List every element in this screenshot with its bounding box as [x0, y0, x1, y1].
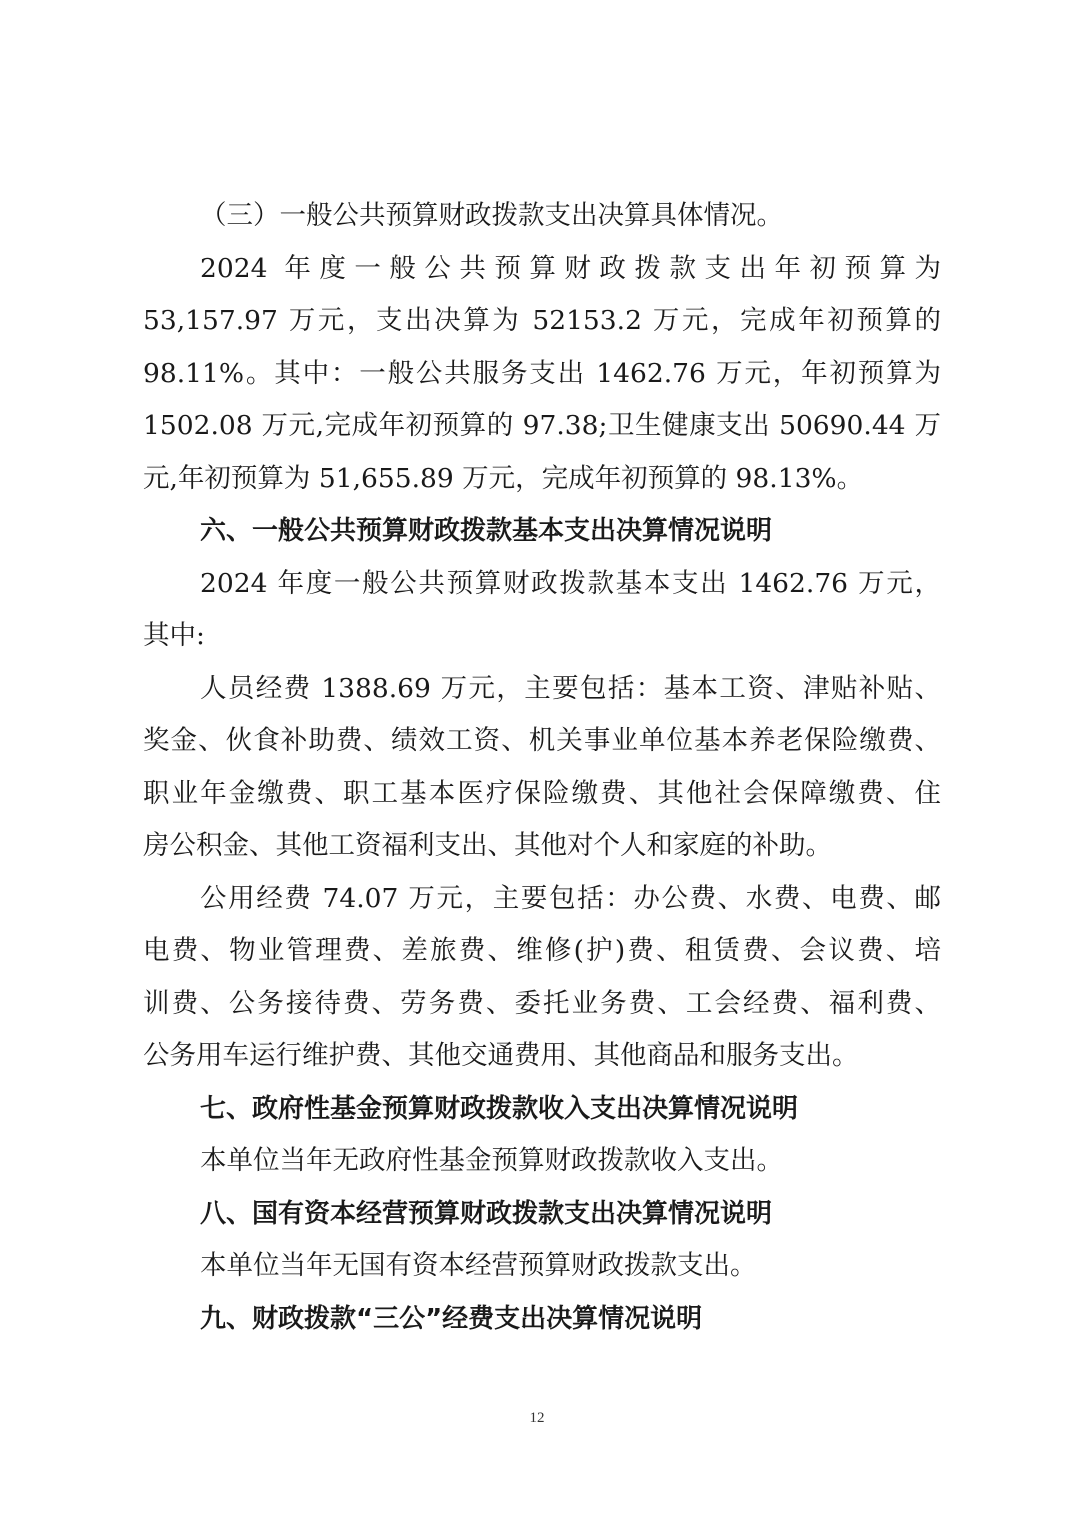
section-heading-9: 九、财政拨款“三公”经费支出决算情况说明 — [200, 1303, 703, 1334]
paragraph-line: 奖金、伙食补助费、绩效工资、机关事业单位基本养老保险缴费、 — [143, 725, 941, 756]
section-heading-8: 八、国有资本经营预算财政拨款支出决算情况说明 — [200, 1198, 773, 1229]
paragraph-line: 职业年金缴费、职工基本医疗保险缴费、其他社会保障缴费、住 — [143, 777, 941, 809]
paragraph-line: 1502.08 万元,完成年初预算的 97.38;卫生健康支出 50690.44 万 — [143, 410, 941, 441]
paragraph-line: 98.11%。其中：一般公共服务支出 1462.76 万元，年初预算为 — [143, 357, 941, 389]
paragraph-line: 2024 年度一般公共预算财政拨款基本支出 1462.76 万元， — [200, 567, 941, 599]
page-number: 12 — [529, 1410, 545, 1426]
paragraph-line: 训费、公务接待费、劳务费、委托业务费、工会经费、福利费、 — [143, 987, 941, 1019]
subsection-heading: （三）一般公共预算财政拨款支出决算具体情况。 — [200, 200, 783, 231]
paragraph-line: 53,157.97 万元，支出决算为 52153.2 万元，完成年初预算的 — [143, 305, 941, 336]
paragraph-line: 公务用车运行维护费、其他交通费用、其他商品和服务支出。 — [143, 1040, 859, 1071]
paragraph-line: 公用经费 74.07 万元，主要包括：办公费、水费、电费、邮 — [200, 882, 941, 914]
document-body — [143, 190, 941, 1345]
section-heading-7: 七、政府性基金预算财政拨款收入支出决算情况说明 — [200, 1093, 799, 1124]
paragraph-line: 其中: — [143, 620, 205, 651]
section-heading-6: 六、一般公共预算财政拨款基本支出决算情况说明 — [200, 516, 773, 546]
paragraph-line: 人员经费 1388.69 万元，主要包括：基本工资、津贴补贴、 — [200, 672, 941, 704]
paragraph-line: 本单位当年无政府性基金预算财政拨款收入支出。 — [200, 1145, 783, 1176]
paragraph-line: 2024 年度一般公共预算财政拨款支出年初预算为 — [200, 252, 941, 284]
paragraph-line: 电费、物业管理费、差旅费、维修(护)费、租赁费、会议费、培 — [143, 935, 941, 966]
paragraph-line: 本单位当年无国有资本经营预算财政拨款支出。 — [200, 1250, 757, 1281]
paragraph-line: 元,年初预算为 51,655.89 万元，完成年初预算的 98.13%。 — [143, 462, 864, 494]
paragraph-line: 房公积金、其他工资福利支出、其他对个人和家庭的补助。 — [143, 830, 832, 861]
